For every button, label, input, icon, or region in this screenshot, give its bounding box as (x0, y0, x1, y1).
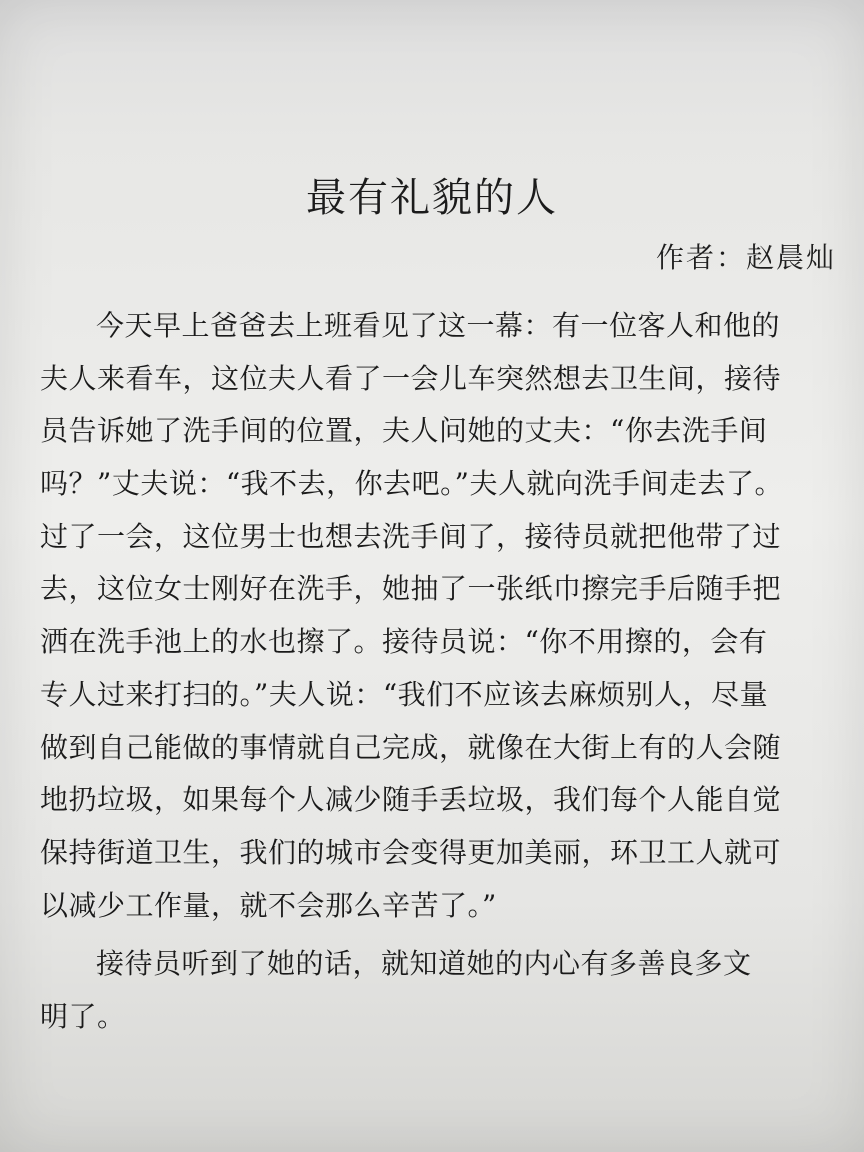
text-line: 接待员听到了她的话，就知道她的内心有多善良多文 (96, 947, 752, 981)
text-line: 明了。 (40, 999, 126, 1033)
author-line: 作者：赵晨灿 (655, 241, 836, 274)
text-line: 吗？”丈夫说：“我不去，你去吧。”夫人就向洗手间走去了。 (40, 467, 783, 501)
paragraph-1 (40, 300, 840, 932)
text-line: 夫人来看车，这位夫人看了一会儿车突然想去卫生间，接待 (40, 361, 782, 395)
text-line: 去，这位女士刚好在洗手，她抽了一张纸巾擦完手后随手把 (40, 572, 782, 606)
text-line: 专人过来打扫的。”夫人说：“我们不应该去麻烦别人，尽量 (40, 677, 769, 711)
text-line: 员告诉她了洗手间的位置，夫人问她的丈夫：“你去洗手间 (40, 414, 768, 448)
text-line: 过了一会，这位男士也想去洗手间了，接待员就把他带了过 (40, 519, 782, 553)
text-line: 以减少工作量，就不会那么辛苦了。” (40, 888, 497, 922)
text-line: 保持街道卫生，我们的城市会变得更加美丽，环卫工人就可 (40, 835, 782, 869)
text-line: 地扔垃圾，如果每个人减少随手丢垃圾，我们每个人能自觉 (40, 783, 782, 817)
text-line: 做到自己能做的事情就自己完成，就像在大街上有的人会随 (40, 730, 782, 764)
document-body (40, 300, 840, 1044)
document-title: 最有礼貌的人 (306, 175, 558, 221)
text-line: 今天早上爸爸去上班看见了这一幕：有一位客人和他的 (96, 309, 781, 342)
text-line: 洒在洗手池上的水也擦了。接待员说：“你不用擦的，会有 (40, 625, 768, 659)
paragraph-2 (40, 938, 840, 1043)
